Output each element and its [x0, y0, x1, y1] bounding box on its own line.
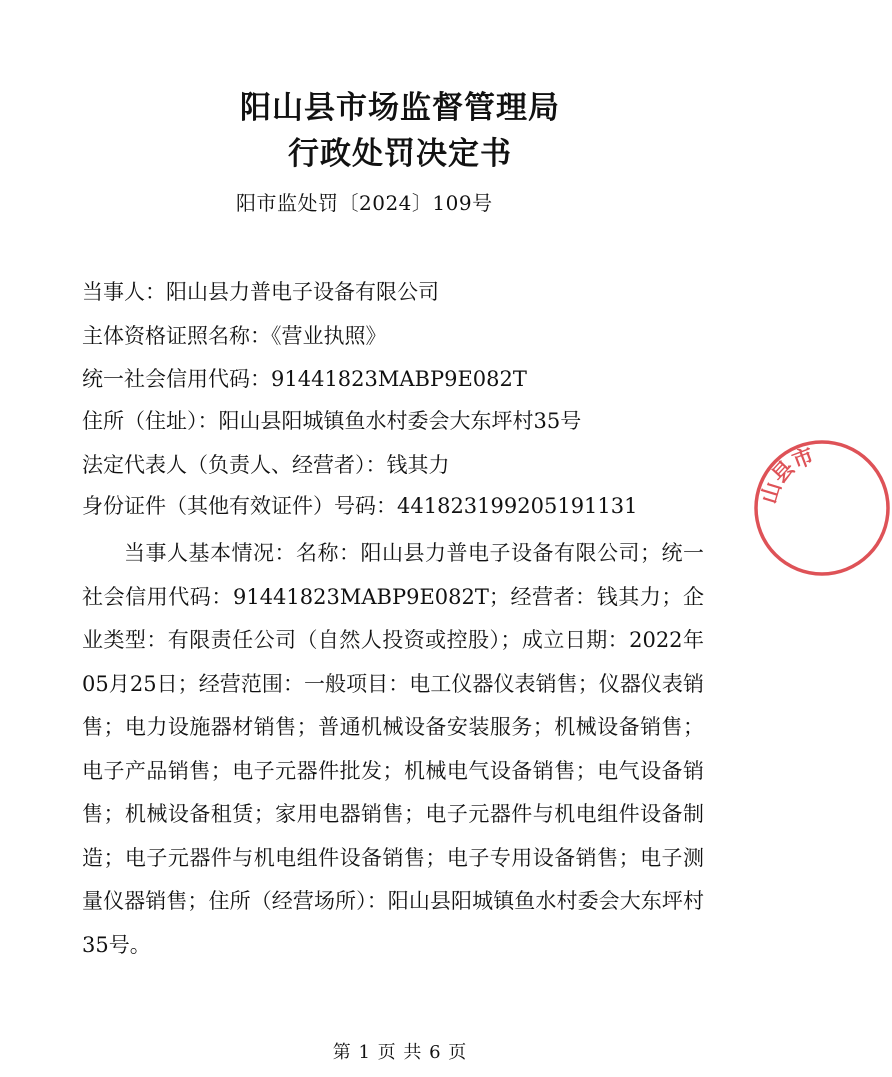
basic-info-paragraph: 当事人基本情况：名称：阳山县力普电子设备有限公司；统一社会信用代码：91441823MABP9E082T；经营者：钱其力；企业类型：有限责任公司（自然人投资或控股）；成立日期：2022年05月25日；经营范围：一般项目：电工仪器仪表销售；仪器仪表销售；电力设施器材销售；普通机械设备安装服务；机械设备销售；电子产品销售；电子元器件批发；机械电气设备销售；电气设备销售；机械设备租赁；家用电器销售；电子元器件与机电组件设备制造；电子元器件与机电组件设备销售；电子专用设备销售；电子测量仪器销售；住所（经营场所）：阳山县阳城镇鱼水村委会大东坪村35号。: [82, 541, 704, 957]
document-title-type: 行政处罚决定书: [288, 136, 512, 172]
page-indicator: 第 1 页 共 6 页: [332, 1042, 468, 1063]
party-name-line: 当事人：阳山县力普电子设备有限公司: [82, 280, 439, 304]
official-seal-stamp: [752, 438, 892, 578]
document-title-agency: 阳山县市场监督管理局: [240, 90, 560, 126]
seal-text: 山县市: [755, 442, 818, 507]
legal-representative-line: 法定代表人（负责人、经营者）：钱其力: [82, 453, 450, 477]
id-number-line: 身份证件（其他有效证件）号码：441823199205191131: [82, 494, 638, 518]
address-line: 住所（住址）：阳山县阳城镇鱼水村委会大东坪村35号: [82, 409, 582, 433]
credit-code-line: 统一社会信用代码：91441823MABP9E082T: [82, 367, 527, 391]
license-name-line: 主体资格证照名称：《营业执照》: [82, 324, 387, 348]
document-number: 阳市监处罚〔2024〕109号: [236, 191, 493, 215]
